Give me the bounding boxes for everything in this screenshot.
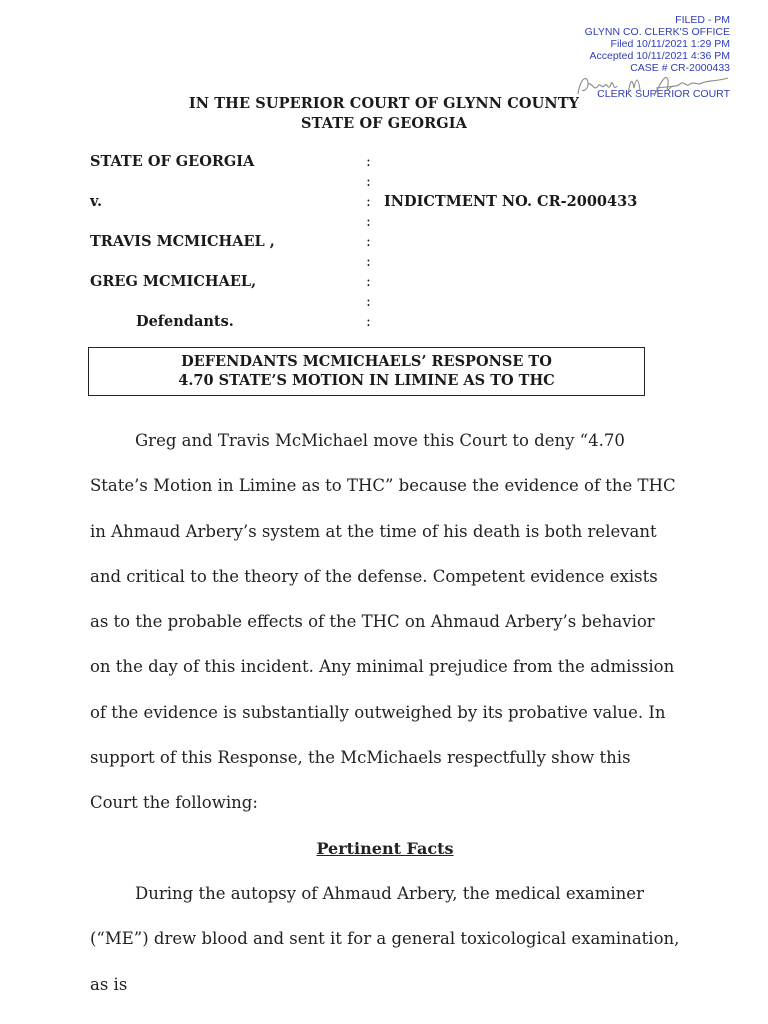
versus-label: v. xyxy=(90,193,103,210)
document-title-line: DEFENDANTS MCMICHAELS’ RESPONSE TO xyxy=(181,353,552,370)
indictment-number: INDICTMENT NO. CR-2000433 xyxy=(384,193,638,210)
caption-row xyxy=(90,272,710,292)
caption-colon: : xyxy=(366,254,371,270)
caption-colon: : xyxy=(366,154,371,170)
stamp-line: Accepted 10/11/2021 4:36 PM xyxy=(589,50,730,62)
plaintiff-name: STATE OF GEORGIA xyxy=(90,153,255,170)
caption-colon: : xyxy=(366,314,371,330)
caption-colon: : xyxy=(366,174,371,190)
stamp-line: Filed 10/11/2021 1:29 PM xyxy=(610,38,730,50)
caption-colon: : xyxy=(366,214,371,230)
stamp-line: CASE # CR-2000433 xyxy=(630,62,730,74)
caption-row xyxy=(90,292,710,312)
caption-row xyxy=(90,172,710,192)
caption-row xyxy=(90,212,710,232)
caption-colon: : xyxy=(366,294,371,310)
facts-paragraph: During the autopsy of Ahmaud Arbery, the medical examiner (“ME”) drew blood and sent it for a general toxicological examination, as is xyxy=(90,883,680,994)
document-title-line: 4.70 STATE’S MOTION IN LIMINE AS TO THC xyxy=(178,372,555,389)
defendant-name: TRAVIS MCMICHAEL , xyxy=(90,233,275,250)
court-name: IN THE SUPERIOR COURT OF GLYNN COUNTY xyxy=(188,95,580,112)
section-heading: Pertinent Facts xyxy=(316,838,454,858)
caption-colon: : xyxy=(366,194,371,210)
caption-row xyxy=(90,152,710,172)
court-heading xyxy=(0,94,768,134)
stamp-line: FILED - PM xyxy=(675,14,730,26)
document-body xyxy=(90,418,680,1007)
document-title-box xyxy=(88,347,645,396)
caption-row xyxy=(90,192,710,212)
caption-row xyxy=(90,312,710,332)
intro-paragraph: Greg and Travis McMichael move this Court to deny “4.70 State’s Motion in Limine as to THC” because the evidence of the THC in Ahmaud Arbery’s system at the time of his death is both relevant and critical to the theory of the defense. Competent evidence exists as to the probable effects of the THC on Ahmaud Arbery’s behavior on the day of this incident. Any minimal prejudice from the admission of the evidence is substantially outweighed by its probative value. In support of this Response, the McMichaels respectfully show this Court the following: xyxy=(90,431,676,813)
caption-colon: : xyxy=(366,234,371,250)
stamp-line: GLYNN CO. CLERK'S OFFICE xyxy=(584,26,730,38)
defendant-name: GREG MCMICHAEL, xyxy=(90,273,257,290)
defendants-label: Defendants. xyxy=(136,313,234,330)
caption-row xyxy=(90,252,710,272)
caption-row xyxy=(90,232,710,252)
case-caption xyxy=(90,152,710,332)
court-state: STATE OF GEORGIA xyxy=(301,115,467,132)
caption-colon: : xyxy=(366,274,371,290)
stamp-clerk-label: CLERK SUPERIOR COURT xyxy=(597,88,730,100)
